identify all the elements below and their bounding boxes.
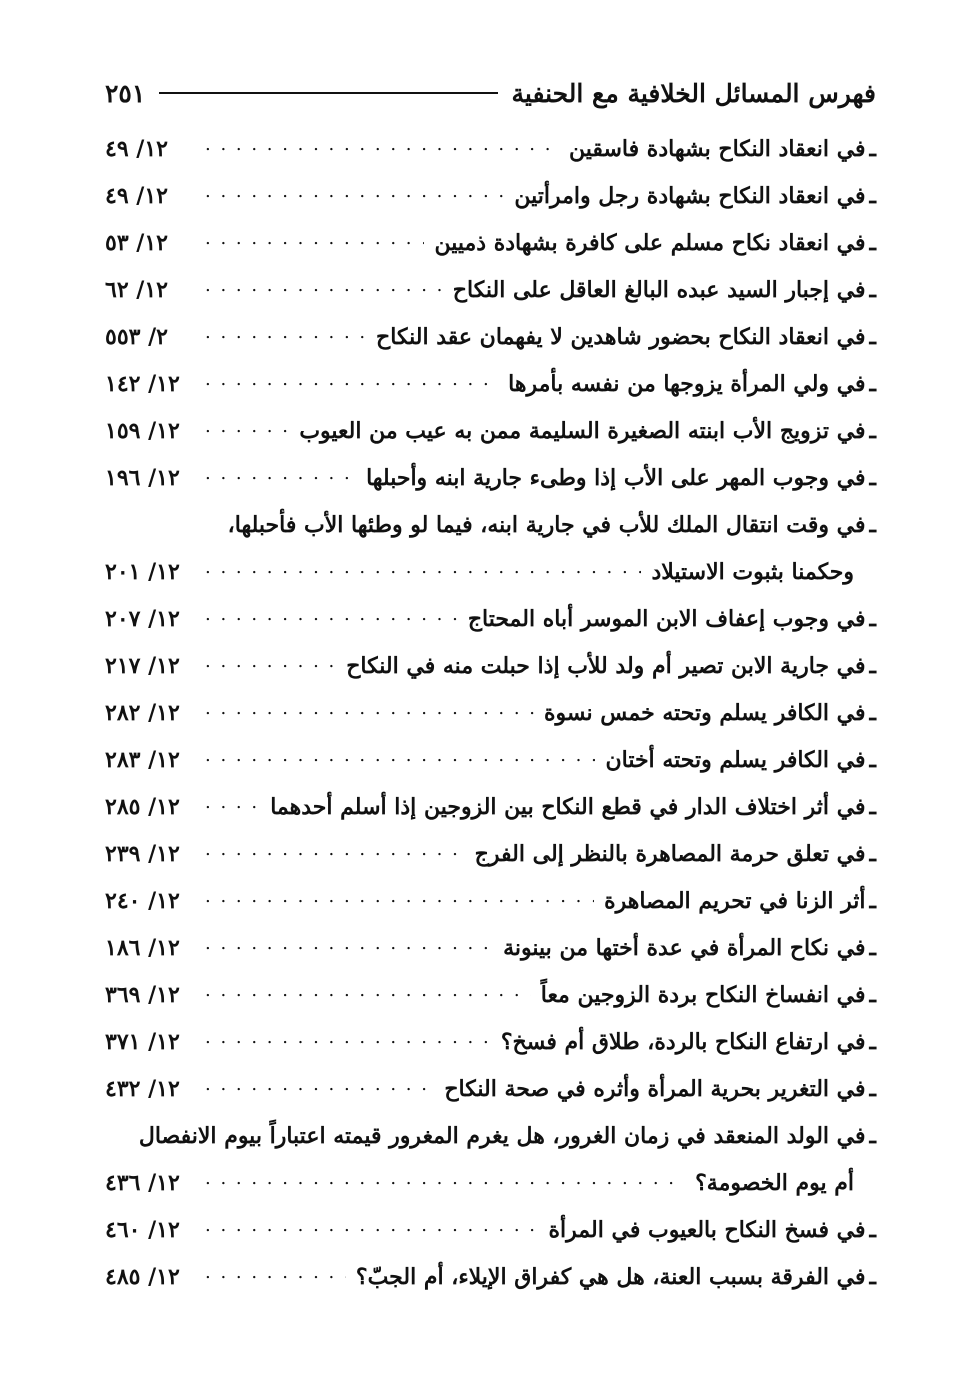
index-entry [105, 830, 876, 877]
dot-leader [205, 232, 424, 254]
entry-reference: ١٢/ ٢٣٩ [105, 840, 180, 867]
entry-dash: ـ [869, 464, 876, 491]
entry-reference: ١٢/ ٤٩ [105, 135, 168, 162]
index-entry [105, 595, 876, 642]
entry-reference: ١٢/ ٣٦٩ [105, 981, 180, 1008]
dot-leader [205, 1172, 685, 1194]
entry-reference: ١٢/ ٥٣ [105, 229, 168, 256]
entry-dash: ـ [869, 699, 876, 726]
entry-text: في إجبار السيد عبده البالغ العاقل على النكاح [452, 276, 866, 303]
dot-leader [205, 1078, 434, 1100]
entry-reference: ١٢/ ٢٨٥ [105, 793, 180, 820]
index-entry [105, 360, 876, 407]
entry-text: في انعقاد النكاح بحضور شاهدين لا يفهمان عقد النكاح [376, 323, 866, 350]
entry-dash: ـ [869, 981, 876, 1008]
entry-dash: ـ [869, 1216, 876, 1243]
entry-text: في انعقاد النكاح بشهادة رجل وامرأتين [514, 182, 866, 209]
entry-text: في أثر اختلاف الدار في قطع النكاح بين الزوجين إذا أسلم أحدهما [270, 793, 866, 820]
entry-text: في انفساخ النكاح بردة الزوجين معاً [540, 981, 866, 1008]
entry-reference: ١٢/ ٢٠٧ [105, 605, 180, 632]
header-rule [159, 92, 497, 94]
entry-text: في التغرير بحرية المرأة وأثره في صحة النكاح [444, 1075, 866, 1102]
entry-dash: ـ [869, 1028, 876, 1055]
index-entry [105, 1065, 876, 1112]
index-entries [105, 125, 876, 1300]
index-entry [105, 924, 876, 971]
dot-leader [205, 890, 594, 912]
dot-leader [205, 984, 531, 1006]
index-entry [105, 783, 876, 830]
entry-dash: ـ [869, 887, 876, 914]
entry-reference: ١٢/ ١٥٩ [105, 417, 180, 444]
entry-dash: ـ [869, 1075, 876, 1102]
index-entry [105, 266, 876, 313]
dot-leader [205, 1031, 491, 1053]
dot-leader [205, 561, 641, 583]
index-entry [105, 1206, 876, 1253]
entry-reference: ١٢/ ٦٢ [105, 276, 168, 303]
entry-text: في انعقاد النكاح بشهادة فاسقين [568, 135, 866, 162]
entry-text: في انعقاد نكاح مسلم على كافرة بشهادة ذميين [434, 229, 866, 256]
entry-dash: ـ [869, 934, 876, 961]
entry-reference: ١٢/ ١٨٦ [105, 934, 180, 961]
dot-leader [205, 796, 260, 818]
entry-text: في الكافر يسلم وتحته أختان [605, 746, 866, 773]
index-entry [105, 971, 876, 1018]
dot-leader [205, 655, 336, 677]
dot-leader [205, 467, 356, 489]
entry-text: في وقت انتقال الملك للأب في جارية ابنه، فيما لو وطئها الأب فأحبلها، [227, 511, 866, 538]
entry-reference: ١٢/ ٤٦٠ [105, 1216, 180, 1243]
entry-dash: ـ [869, 182, 876, 209]
entry-text: في تزويج الأب ابنته الصغيرة السليمة ممن به عيب من العيوب [299, 417, 866, 444]
entry-text: في تعلق حرمة المصاهرة بالنظر إلى الفرج [474, 840, 866, 867]
index-entry [105, 1159, 876, 1206]
entry-reference: ١٢/ ٤٨٥ [105, 1263, 180, 1290]
entry-text: وحكمنا بثبوت الاستيلاد [651, 558, 854, 585]
entry-text: في وجوب المهر على الأب إذا وطىء جارية ابنه وأحبلها [366, 464, 866, 491]
entry-dash: ـ [869, 1263, 876, 1290]
entry-reference: ١٢/ ٢٤٠ [105, 887, 180, 914]
entry-dash: ـ [869, 746, 876, 773]
index-entry [105, 501, 876, 548]
page-number: ٢٥١ [105, 78, 146, 108]
entry-dash: ـ [869, 323, 876, 350]
index-entry [105, 1253, 876, 1300]
dot-leader [205, 608, 458, 630]
entry-text: في ارتفاع النكاح بالردة، طلاق أم فسخ؟ [500, 1028, 866, 1055]
running-header [105, 70, 876, 116]
entry-dash: ـ [869, 417, 876, 444]
entry-text: في فسخ النكاح بالعيوب في المرأة [548, 1216, 866, 1243]
index-entry [105, 125, 876, 172]
index-entry [105, 1112, 876, 1159]
entry-text: في وجوب إعفاف الابن الموسر أباه المحتاج [467, 605, 866, 632]
entry-text: في جارية الابن تصير أم ولد للأب إذا حبلت منه في النكاح [346, 652, 866, 679]
entry-reference: ١٢/ ٤٣٦ [105, 1169, 180, 1196]
header-title: فهرس المسائل الخلافية مع الحنفية [511, 78, 876, 108]
dot-leader [205, 937, 493, 959]
index-entry [105, 548, 876, 595]
entry-text: في نكاح المرأة في عدة أختها من بينونة [503, 934, 866, 961]
entry-dash: ـ [869, 276, 876, 303]
index-entry [105, 172, 876, 219]
entry-dash: ـ [869, 511, 876, 538]
entry-reference: ١٢/ ٢٨٢ [105, 699, 180, 726]
index-entry [105, 313, 876, 360]
entry-text: في الكافر يسلم وتحته خمس نسوة [544, 699, 866, 726]
dot-leader [205, 749, 595, 771]
index-entry [105, 642, 876, 689]
dot-leader [205, 138, 559, 160]
dot-leader [205, 420, 289, 442]
index-entry [105, 689, 876, 736]
entry-text: في الولد المنعقد في زمان الغرور، هل يغرم المغرور قيمته اعتباراً بيوم الانفصال [138, 1122, 866, 1149]
entry-reference: ٢/ ٥٥٣ [105, 323, 168, 350]
entry-reference: ١٢/ ٤٣٢ [105, 1075, 180, 1102]
index-entry [105, 877, 876, 924]
entry-text: أم يوم الخصومة؟ [695, 1169, 854, 1196]
entry-dash: ـ [869, 652, 876, 679]
entry-reference: ١٢/ ١٩٦ [105, 464, 180, 491]
entry-reference: ١٢/ ٢١٧ [105, 652, 180, 679]
index-entry [105, 454, 876, 501]
entry-text: في ولي المرأة يزوجها من نفسه بأمرها [508, 370, 866, 397]
entry-text: في الفرقة بسبب العنة، هل هي كفراق الإيلاء، أم الجبّ؟ [355, 1263, 866, 1290]
entry-reference: ١٢/ ٢٨٣ [105, 746, 180, 773]
index-entry [105, 219, 876, 266]
entry-dash: ـ [869, 1122, 876, 1149]
dot-leader [205, 1266, 346, 1288]
dot-leader [205, 373, 498, 395]
dot-leader [205, 326, 366, 348]
entry-dash: ـ [869, 229, 876, 256]
dot-leader [205, 702, 534, 724]
dot-leader [205, 843, 465, 865]
index-entry [105, 736, 876, 783]
entry-dash: ـ [869, 840, 876, 867]
entry-dash: ـ [869, 605, 876, 632]
entry-dash: ـ [869, 370, 876, 397]
dot-leader [205, 279, 443, 301]
dot-leader [205, 1219, 539, 1241]
entry-reference: ١٢/ ١٤٢ [105, 370, 180, 397]
entry-reference: ١٢/ ٤٩ [105, 182, 168, 209]
index-entry [105, 1018, 876, 1065]
entry-reference: ١٢/ ٢٠١ [105, 558, 180, 585]
entry-dash: ـ [869, 135, 876, 162]
entry-text: أثر الزنا في تحريم المصاهرة [604, 887, 866, 914]
entry-reference: ١٢/ ٣٧١ [105, 1028, 180, 1055]
index-entry [105, 407, 876, 454]
entry-dash: ـ [869, 793, 876, 820]
dot-leader [205, 185, 504, 207]
